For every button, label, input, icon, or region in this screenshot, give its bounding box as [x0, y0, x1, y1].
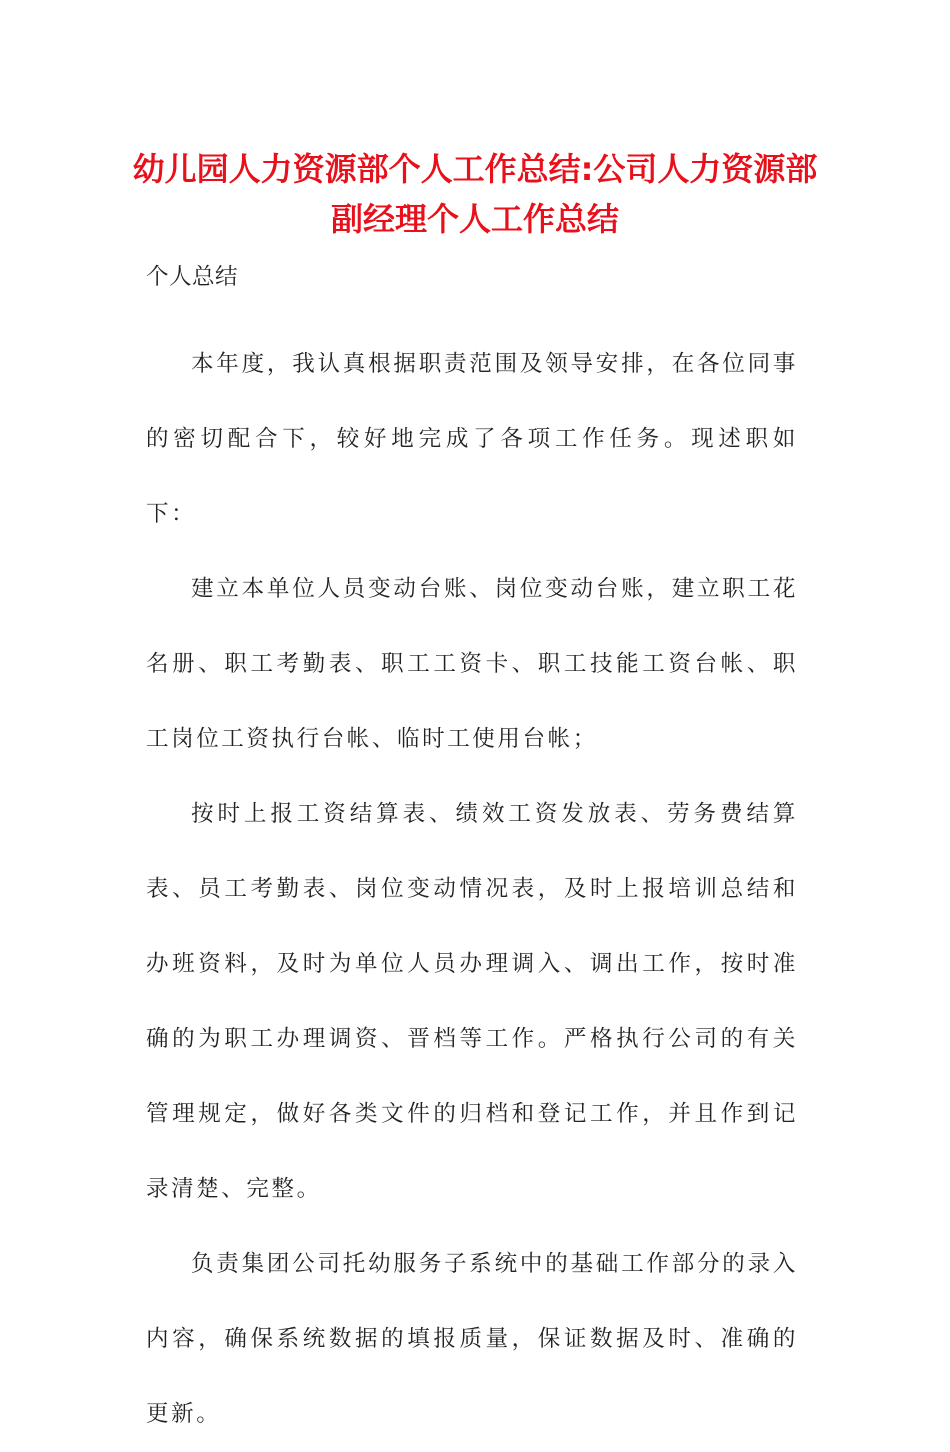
document-body [146, 252, 798, 1452]
paragraph-reports: 按时上报工资结算表、绩效工资发放表、劳务费结算表、员工考勤表、岗位变动情况表，及时上报培训总结和办班资料，及时为单位人员办理调入、调出工作，按时准确的为职工办理调资、晋档等工作。严格执行公司的有关管理规定，做好各类文件的归档和登记工作，并且作到记录清楚、完整。 [146, 801, 798, 1202]
paragraph-ledgers: 建立本单位人员变动台账、岗位变动台账，建立职工花名册、职工考勤表、职工工资卡、职工技能工资台帐、职工岗位工资执行台帐、临时工使用台帐； [146, 576, 798, 752]
section-label: 个人总结 [146, 264, 239, 290]
paragraph-intro: 本年度，我认真根据职责范围及领导安排，在各位同事的密切配合下，较好地完成了各项工作任务。现述职如下： [146, 351, 798, 527]
paragraph-system-entry: 负责集团公司托幼服务子系统中的基础工作部分的录入内容，确保系统数据的填报质量，保证数据及时、准确的更新。 [146, 1251, 798, 1427]
document-title: 幼儿园人力资源部个人工作总结:公司人力资源部副经理个人工作总结 [132, 150, 818, 238]
